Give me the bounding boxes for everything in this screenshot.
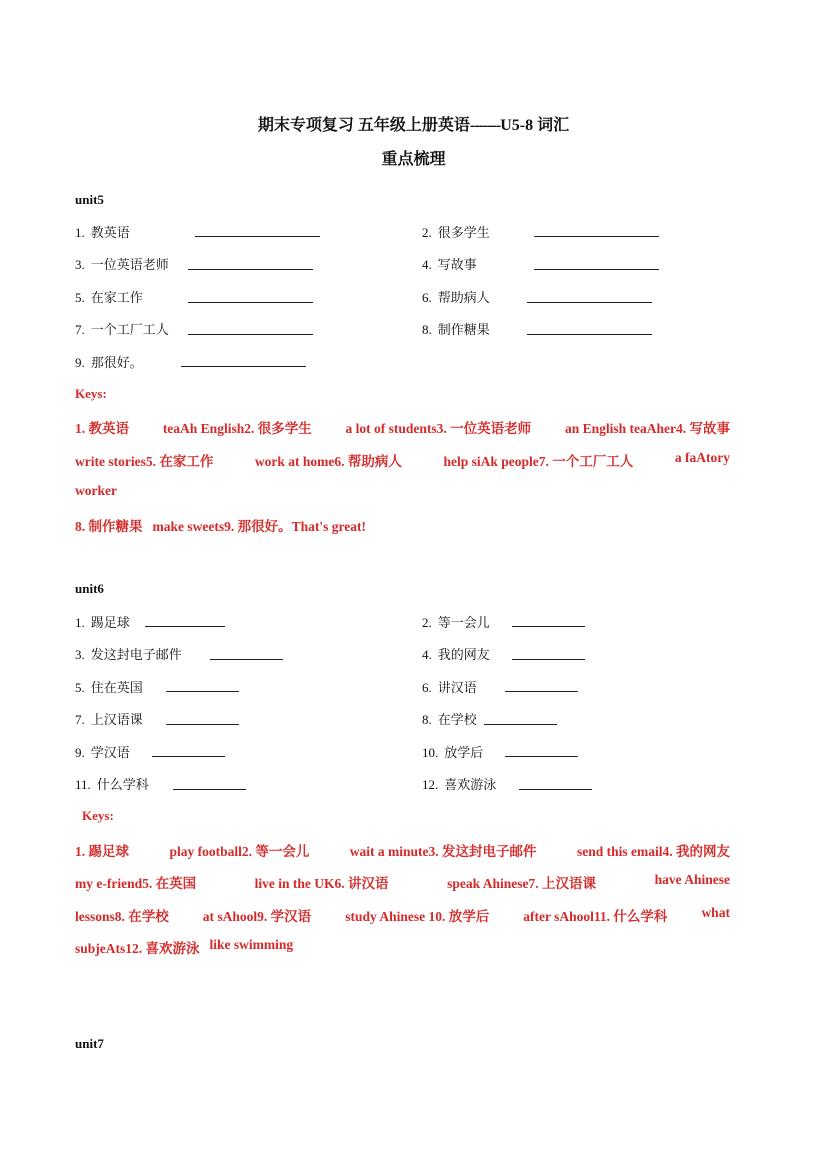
item-number: 8. [422, 712, 432, 727]
item-number: 3. [75, 647, 85, 662]
key-segment: my e-friend5. 在英国 [75, 876, 197, 891]
item-number: 10. [422, 745, 439, 760]
page-title [0, 112, 827, 135]
unit5-keys-line-1 [75, 417, 730, 437]
item-text: 什么学科 [96, 778, 149, 793]
item-text: 学汉语 [90, 746, 130, 761]
key-segment: what [701, 905, 730, 920]
title-dashes: ------- [469, 117, 501, 134]
item-number: 1. [75, 225, 85, 240]
unit5-item-4 [422, 254, 477, 273]
item-text: 放学后 [444, 746, 484, 761]
key-segment: after sAhool11. 什么学科 [523, 909, 668, 924]
unit5-heading: unit5 [75, 192, 104, 207]
item-text: 住在英国 [90, 681, 143, 696]
unit5-item-5 [75, 287, 143, 306]
answer-blank[interactable] [181, 366, 306, 367]
key-segment: a faAtory [674, 450, 730, 465]
answer-blank[interactable] [166, 724, 239, 725]
item-text: 一个工厂工人 [90, 323, 169, 338]
unit6-item-1 [75, 612, 130, 631]
item-number: 8. [422, 322, 432, 337]
answer-blank[interactable] [534, 236, 659, 237]
unit6-item-10 [422, 742, 483, 761]
key-segment: send this email4. 我的网友 [576, 844, 730, 859]
item-text: 上汉语课 [90, 713, 143, 728]
title-main: 期末专项复习 五年级上册英语 [257, 117, 470, 134]
unit6-item-11 [75, 774, 149, 793]
item-number: 2. [422, 615, 432, 630]
item-text: 教英语 [90, 226, 130, 241]
item-text: 等一会儿 [437, 616, 490, 631]
unit6-keys-line-2 [75, 872, 730, 892]
item-text: 帮助病人 [437, 291, 490, 306]
unit5-item-2 [422, 222, 490, 241]
key-segment: 1. 教英语 [75, 421, 129, 436]
unit6-item-2 [422, 612, 490, 631]
unit6-keys-line-3 [75, 905, 730, 925]
answer-blank[interactable] [512, 659, 585, 660]
key-segment: teaAh English2. 很多学生 [162, 421, 312, 436]
key-segment: speak Ahinese7. 上汉语课 [447, 876, 597, 891]
key-segment: 8. 制作糖果 [75, 519, 143, 534]
answer-blank[interactable] [505, 756, 578, 757]
answer-blank[interactable] [527, 302, 652, 303]
item-text: 一位英语老师 [90, 258, 169, 273]
unit6-item-8 [422, 709, 477, 728]
key-segment: make sweets9. 那很好。That's great! [152, 519, 366, 534]
item-text: 写故事 [437, 258, 477, 273]
unit6-keys-line-1 [75, 840, 730, 860]
key-segment: like swimming [209, 937, 294, 952]
key-segment: an English teaAher4. 写故事 [564, 421, 730, 436]
unit6-keys-line-4 [75, 937, 730, 957]
key-segment: a lot of students3. 一位英语老师 [345, 421, 532, 436]
answer-blank[interactable] [188, 269, 313, 270]
item-text: 制作糖果 [437, 323, 490, 338]
item-text: 讲汉语 [437, 681, 477, 696]
item-number: 2. [422, 225, 432, 240]
answer-blank[interactable] [195, 236, 320, 237]
key-segment: worker [75, 483, 117, 498]
answer-blank[interactable] [152, 756, 225, 757]
key-segment: wait a minute3. 发这封电子邮件 [349, 844, 537, 859]
item-text: 那很好。 [90, 356, 143, 371]
page-subtitle: 重点梳理 [381, 151, 446, 168]
item-number: 5. [75, 290, 85, 305]
unit5-item-9 [75, 352, 143, 371]
answer-blank[interactable] [210, 659, 283, 660]
key-segment: have Ahinese [654, 872, 730, 887]
item-number: 4. [422, 647, 432, 662]
unit6-item-6 [422, 677, 477, 696]
unit5-keys-line-4 [75, 515, 730, 535]
key-segment: work at home6. 帮助病人 [254, 454, 402, 469]
item-number: 12. [422, 777, 439, 792]
item-number: 9. [75, 745, 85, 760]
item-text: 很多学生 [437, 226, 490, 241]
key-segment: subjeAts12. 喜欢游泳 [75, 941, 200, 956]
answer-blank[interactable] [519, 789, 592, 790]
item-number: 7. [75, 712, 85, 727]
item-number: 7. [75, 322, 85, 337]
unit6-keys-label: Keys: [82, 808, 114, 823]
unit5-keys-line-3 [75, 483, 730, 499]
key-segment: write stories5. 在家工作 [75, 454, 214, 469]
item-number: 9. [75, 355, 85, 370]
key-segment: 1. 踢足球 [75, 844, 129, 859]
unit5-item-7 [75, 319, 169, 338]
unit6-item-9 [75, 742, 130, 761]
answer-blank[interactable] [188, 302, 313, 303]
answer-blank[interactable] [527, 334, 652, 335]
key-segment: live in the UK6. 讲汉语 [254, 876, 389, 891]
unit6-item-3 [75, 644, 182, 663]
unit6-item-5 [75, 677, 143, 696]
answer-blank[interactable] [173, 789, 246, 790]
key-segment: at sAhool9. 学汉语 [202, 909, 312, 924]
item-number: 6. [422, 680, 432, 695]
answer-blank[interactable] [484, 724, 557, 725]
answer-blank[interactable] [512, 626, 585, 627]
item-number: 3. [75, 257, 85, 272]
answer-blank[interactable] [166, 691, 239, 692]
answer-blank[interactable] [188, 334, 313, 335]
unit7-heading: unit7 [75, 1036, 104, 1051]
key-segment: lessons8. 在学校 [75, 909, 169, 924]
unit5-item-8 [422, 319, 490, 338]
unit5-keys-line-2 [75, 450, 730, 470]
item-text: 我的网友 [437, 648, 490, 663]
item-number: 1. [75, 615, 85, 630]
unit5-keys-label: Keys: [75, 386, 107, 401]
item-text: 在学校 [437, 713, 477, 728]
unit5-item-1 [75, 222, 130, 241]
title-range: U5-8 词汇 [500, 117, 570, 134]
item-text: 踢足球 [90, 616, 130, 631]
unit5-item-3 [75, 254, 169, 273]
item-number: 5. [75, 680, 85, 695]
unit6-item-4 [422, 644, 490, 663]
unit6-heading: unit6 [75, 581, 104, 596]
answer-blank[interactable] [505, 691, 578, 692]
item-text: 喜欢游泳 [444, 778, 497, 793]
item-text: 在家工作 [90, 291, 143, 306]
item-number: 6. [422, 290, 432, 305]
answer-blank[interactable] [145, 626, 225, 627]
item-number: 11. [75, 777, 91, 792]
key-segment: play football2. 等一会儿 [169, 844, 310, 859]
item-text: 发这封电子邮件 [90, 648, 182, 663]
answer-blank[interactable] [534, 269, 659, 270]
key-segment: study Ahinese 10. 放学后 [345, 909, 490, 924]
unit6-item-7 [75, 709, 143, 728]
unit5-item-6 [422, 287, 490, 306]
key-segment: help siAk people7. 一个工厂工人 [443, 454, 634, 469]
unit6-item-12 [422, 774, 496, 793]
item-number: 4. [422, 257, 432, 272]
